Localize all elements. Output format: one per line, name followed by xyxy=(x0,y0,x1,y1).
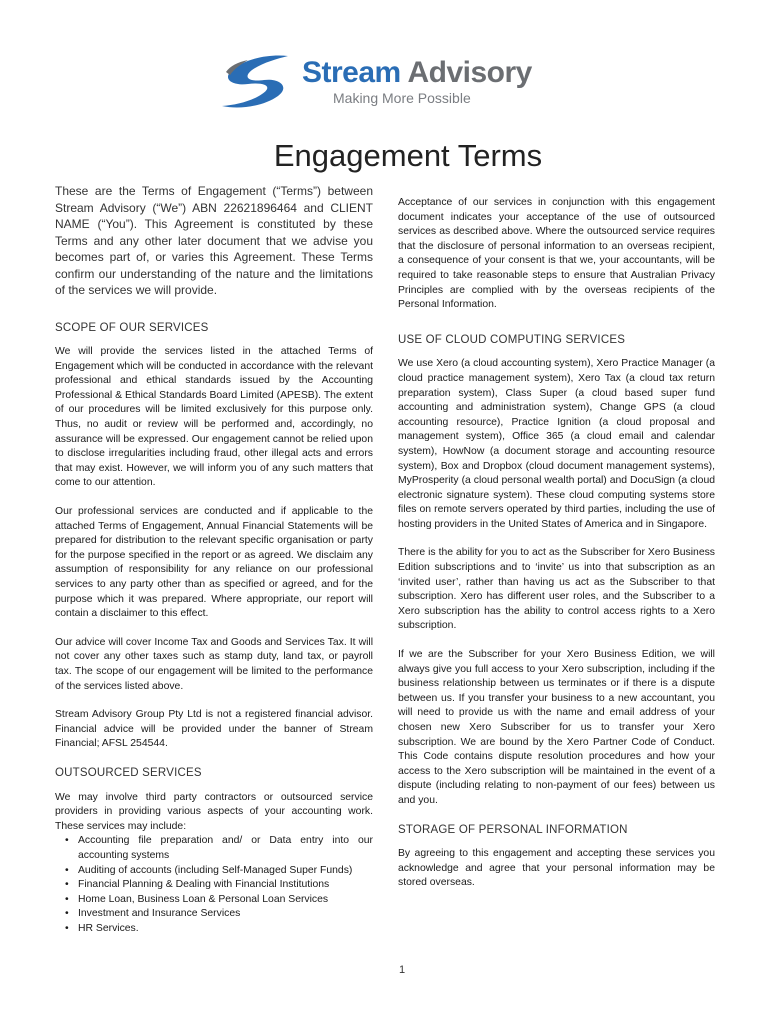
list-item: • Auditing of accounts (including Self-Managed Super Funds) xyxy=(78,864,373,879)
scope-paragraph-4: Stream Advisory Group Pty Ltd is not a registered financial advisor. Financial advice will be provided under the banner of Stream Financial; AFSL 254544. xyxy=(55,709,373,750)
tagline: Making More Possible xyxy=(333,90,471,106)
list-item: • Investment and Insurance Services xyxy=(78,907,373,922)
left-column xyxy=(55,183,373,936)
list-item: • Financial Planning & Dealing with Financial Institutions xyxy=(78,878,373,893)
cloud-heading: USE OF CLOUD COMPUTING SERVICES xyxy=(398,333,626,346)
storage-heading: STORAGE OF PERSONAL INFORMATION xyxy=(398,823,628,836)
storage-paragraph: By agreeing to this engagement and accepting these services you acknowledge and agree that your personal information may be stored overseas. xyxy=(398,848,715,889)
scope-paragraph-1: We will provide the services listed in the attached Terms of Engagement which will be conducted in accordance with the relevant professional and ethical standards issued by the Accounting Professional & Ethical Standards Board Limited (APESB). The extent of our procedures will be limited exclusively for this purpose only. Thus, no audit or review will be performed and, accordingly, no assurance will be expressed. Our engagement cannot be relied upon to disclose irregularities including fraud, other illegal acts and errors that may exist. However, we will inform you of any such matters that come to our attention. xyxy=(55,346,373,489)
intro-paragraph: These are the Terms of Engagement (“Terms”) between Stream Advisory (“We”) ABN 22621896464 and CLIENT NAME (“You”). This Agreement is constituted by these Terms and any other later document that we advise you becomes part of, or varies this Agreement. These Terms confirm our understanding of the nature and the limitations of the services we will provide. xyxy=(55,184,373,297)
acceptance-paragraph: Acceptance of our services in conjunction with this engagement document indicates your acceptance of the use of outsourced services as described above. Where the outsourced service requires that the disclosure of personal information to an overseas recipient, a consequence of your consent is that we, your accountants, will be required to take reasonable steps to ensure that Australian Privacy Principles are complied with by the overseas recipients of the Personal Information. xyxy=(398,197,715,311)
outsourced-paragraph: We may involve third party contractors or outsourced service providers in providing various aspects of your accounting work. These services may include: xyxy=(55,791,373,832)
brand-primary: Stream xyxy=(302,56,401,89)
cloud-paragraph-3: If we are the Subscriber for your Xero Business Edition, we will always give you full access to your Xero subscription, including if the business relationship between us terminates or if there is a dispute between us. If you transfer your business to a new accountant, you will need to provide us with the name and email address of your chosen new Xero Subscriber for us to transfer your Xero subscription. We are bound by the Xero Partner Code of Conduct. This Code contains dispute resolution procedures and how your access to the Xero subscription will be maintained in the event of a dispute (including relating to non-payment of our fees) between us and you. xyxy=(398,649,715,806)
scope-heading: SCOPE OF OUR SERVICES xyxy=(55,321,209,334)
company-logo xyxy=(218,50,532,112)
page-number: 1 xyxy=(399,964,406,976)
brand-name xyxy=(302,56,532,90)
list-item: • Accounting file preparation and/ or Data entry into our accounting systems xyxy=(78,834,373,863)
scope-paragraph-3: Our advice will cover Income Tax and Goods and Services Tax. It will not cover any other taxes such as stamp duty, land tax, or payroll tax. The scope of our engagement will be limited to the performance of the services listed above. xyxy=(55,636,373,692)
cloud-paragraph-1: We use Xero (a cloud accounting system), Xero Practice Manager (a cloud practice management system), Xero Tax (a cloud tax return preparation system), Class Super (a cloud based super fund accounting and administration system), Change GPS (a cloud accounting resource), Practice Ignition (a cloud proposal and management system), Office 365 (a cloud email and calendar system), HowNow (a document storage and accounting resource system), Box and Dropbox (cloud document management systems), MyProsperity (a cloud personal wealth portal) and DocuSign (a cloud electronic signature system). These cloud computing systems store files on remote servers operated by third parties, including the use of hosting providers in the United States of America and in Singapore. xyxy=(398,358,715,530)
scope-paragraph-2: Our professional services are conducted and if applicable to the attached Terms of Engagement, Annual Financial Statements will be prepared for distribution to the relevant specific organisation or party for the purpose specified in the report or as agreed. We disclaim any assumption of responsibility for any reliance on our professional services to any party other than as specified or agreed, and for the purpose which it was prepared. Where appropriate, our report will contain a disclaimer to this effect. xyxy=(55,506,373,620)
stream-swoosh-icon xyxy=(218,50,298,112)
list-item: • HR Services. xyxy=(78,922,373,937)
list-item: • Home Loan, Business Loan & Personal Loan Services xyxy=(78,893,373,908)
outsourced-heading: OUTSOURCED SERVICES xyxy=(55,766,202,779)
cloud-paragraph-2: There is the ability for you to act as the Subscriber for Xero Business Edition subscriptions and to ‘invite’ us into that subscription as an ‘invited user’, rather than having us act as the Subscriber to that subscription. Xero has different user roles, and the Subscriber to a Xero subscription has the ability to control access rights to a Xero subscription. xyxy=(398,547,715,632)
right-column xyxy=(398,196,715,905)
brand-secondary: Advisory xyxy=(407,56,532,89)
outsourced-list xyxy=(55,834,373,936)
page-title: Engagement Terms xyxy=(273,138,543,173)
